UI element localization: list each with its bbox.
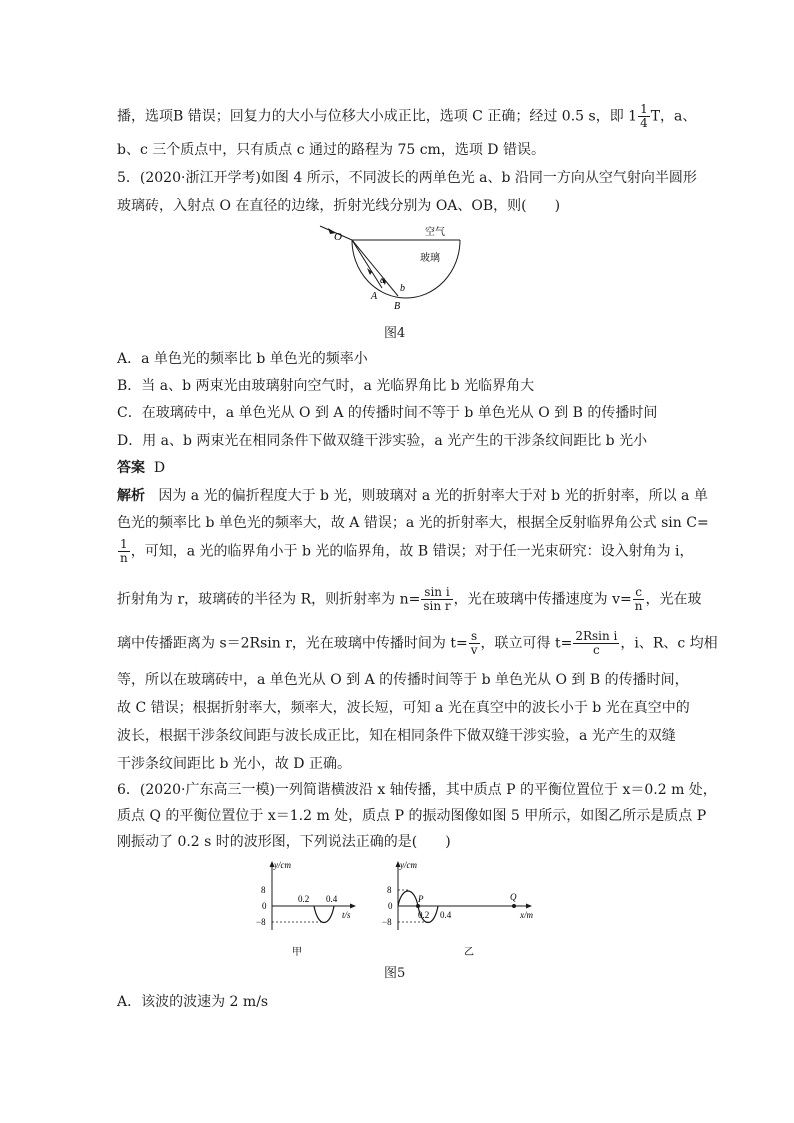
label-a: a (380, 275, 385, 286)
svg-text:0.2: 0.2 (298, 894, 310, 904)
figure-5-caption: 图5 (384, 966, 406, 981)
svg-text:8: 8 (387, 885, 392, 895)
svg-text:0.2: 0.2 (418, 910, 430, 920)
answer-line: 答案 D (117, 460, 166, 476)
q6-stem: 6．(2020·广东高三一模)一列简谐横波沿 x 轴传播，其中质点 P 的平衡位置位于 x＝0.2 m 处， (117, 782, 717, 798)
point-P (416, 904, 420, 908)
option-c: C．在玻璃砖中，a 单色光从 O 到 A 的传播时间不等于 b 单色光从 O 到 B 的传播时间 (117, 405, 658, 421)
analysis-line: 故 C 错误；根据折射率大，频率大，波长短，可知 a 光在真空中的波长小于 b 光在真空中的 (117, 700, 690, 716)
analysis-line: 干涉条纹间距比 b 光小，故 D 正确。 (117, 756, 351, 772)
svg-text:0: 0 (262, 901, 267, 911)
svg-text:0.4: 0.4 (326, 894, 338, 904)
svg-text:t/s: t/s (342, 910, 351, 920)
q6-stem: 刚振动了 0.2 s 时的波形图，下列说法正确的是( ) (117, 834, 451, 850)
label-O: O (334, 231, 342, 243)
svg-text:0.4: 0.4 (440, 910, 452, 920)
q5-stem: 5．(2020·浙江开学考)如图 4 所示，不同波长的两单色光 a、b 沿同一方向从空气射向半圆形 (117, 170, 697, 186)
analysis-line: 等，所以在玻璃砖中，a 单色光从 O 到 A 的传播时间等于 b 单色光从 O 到 B 的传播时间， (117, 672, 689, 688)
graph-yi (378, 858, 548, 958)
point-Q (512, 904, 516, 908)
analysis-line: 波长，根据干涉条纹间距与波长成正比，知在相同条件下做双缝干涉实验，a 光产生的双缝 (117, 728, 676, 744)
arrow-icon (350, 904, 356, 909)
analysis-line: 色光的频率比 b 单色光的频率大，故 A 错误；a 光的折射率大，根据全反射临界角公式 sin C= (117, 515, 709, 531)
fraction: $\frac{\text{sin i}}{\text{sin r}}$ (423, 585, 451, 613)
analysis-line: $\frac{1}{n}$ ，可知，a 光的临界角小于 b 光的临界角，故 B 错误；对于任一光束研究：设入射角为 i， (120, 537, 694, 565)
svg-text:乙: 乙 (464, 947, 474, 958)
vibration-curve (314, 906, 334, 923)
q5-stem: 玻璃砖，入射点 O 在直径的边缘，折射光线分别为 OA、OB，则( ) (117, 198, 561, 214)
text-line: 播，选项B 错误；回复力的大小与位移大小成正比，选项 C 正确；经过 0.5 s，即 1 $\frac{1}{4}$ T，a、 (117, 102, 697, 130)
svg-text:y/cm: y/cm (274, 860, 291, 870)
fraction: $\frac{s}{v}$ (470, 629, 478, 657)
svg-text:−8: −8 (256, 917, 266, 927)
mixed-number: 1 $\frac{1}{4}$ (628, 102, 648, 130)
option-b: B．当 a、b 两束光由玻璃射向空气时，a 光临界角比 b 光临界角大 (117, 378, 535, 394)
label-A: A (371, 291, 378, 302)
svg-text:甲: 甲 (292, 947, 302, 958)
fraction: $\frac{1}{n}$ (120, 537, 128, 565)
label-B: B (394, 301, 401, 312)
svg-text:−8: −8 (382, 917, 392, 927)
svg-text:y/cm: y/cm (400, 860, 417, 870)
svg-text:P: P (418, 894, 424, 904)
graph-jia (252, 858, 364, 958)
svg-text:8: 8 (261, 885, 266, 895)
label-glass: 玻璃 (420, 253, 440, 264)
figure-4-semicircle (300, 220, 480, 312)
figure-4-caption: 图4 (384, 326, 406, 341)
svg-text:0: 0 (388, 901, 393, 911)
option-d: D．用 a、b 两束光在相同条件下做双缝干涉实验，a 光产生的干涉条纹间距比 b 光小 (117, 433, 648, 449)
fraction: $\frac{c}{n}$ (634, 585, 643, 613)
arrow-icon (367, 268, 372, 275)
label-air: 空气 (425, 227, 445, 238)
arrow-icon (526, 904, 532, 909)
analysis-line: 折射角为 r，玻璃砖的半径为 R，则折射率为 n= $\frac{\text{sin i}}{\text{sin r}}$ ，光在玻璃中传播速度为 v= $\frac{c}{n}$ ，光在玻 (117, 585, 702, 613)
svg-text:Q: Q (510, 892, 517, 902)
option-a: A．a 单色光的频率比 b 单色光的频率小 (117, 351, 368, 367)
svg-text:x/m: x/m (520, 910, 533, 920)
fraction: $\frac{\text{2Rsin i}}{c}$ (575, 629, 618, 657)
q6-stem: 质点 Q 的平衡位置位于 x＝1.2 m 处，质点 P 的振动图像如图 5 甲所示，如图乙所示是质点 P (117, 808, 707, 824)
option-a: A．该波的波速为 2 m/s (117, 994, 269, 1010)
label-b: b (400, 283, 405, 294)
analysis-line: 璃中传播距离为 s＝2Rsin r，光在玻璃中传播时间为 t= $\frac{s}{v}$ ，联立可得 t= $\frac{\text{2Rsin i}}{c}$ ，i、R、c 均相 (117, 629, 718, 657)
analysis-line: 解析 因为 a 光的偏折程度大于 b 光，则玻璃对 a 光的折射率大于对 b 光的折射率，所以 a 单 (117, 488, 708, 504)
text-line: b、c 三个质点中，只有质点 c 通过的路程为 75 cm，选项 D 错误。 (117, 142, 545, 158)
